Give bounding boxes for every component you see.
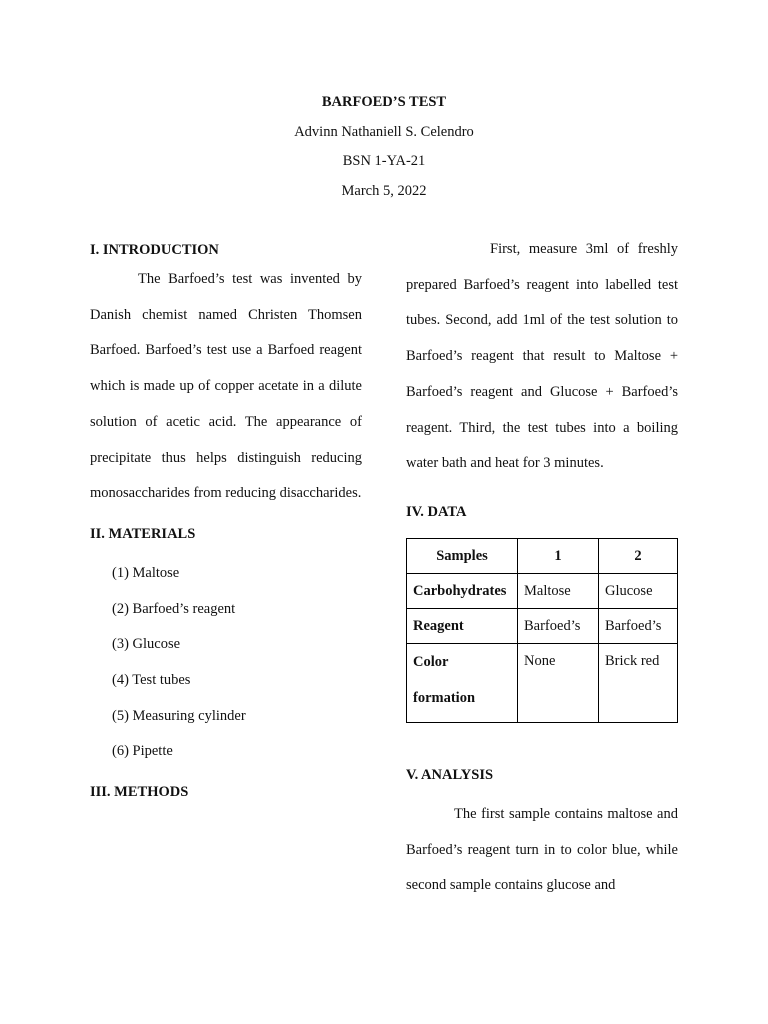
table-cell: Reagent — [407, 608, 518, 643]
table-cell: Barfoed’s — [599, 608, 678, 643]
list-item: (3) Glucose — [112, 636, 181, 653]
list-item: (4) Test tubes — [112, 672, 191, 689]
table-header-cell: 2 — [599, 538, 678, 573]
list-item: (1) Maltose — [112, 564, 180, 581]
left-column — [90, 238, 362, 804]
table-cell: Brick red — [599, 643, 678, 722]
methods-heading: III. METHODS — [90, 784, 189, 801]
materials-list — [90, 556, 362, 770]
results-table — [406, 538, 678, 723]
analysis-text: The first sample contains maltose and Barfoed’s reagent turn in to color blue, while second sample contains glucose and — [406, 805, 678, 894]
table-header-cell: Samples — [407, 538, 518, 573]
list-item: (5) Measuring cylinder — [112, 707, 246, 724]
document-title: BARFOED’S TEST — [321, 94, 447, 110]
document-header — [0, 91, 768, 209]
introduction-heading: I. INTRODUCTION — [90, 242, 219, 258]
data-heading: IV. DATA — [406, 503, 467, 520]
table-header-cell: 1 — [518, 538, 599, 573]
list-item: (2) Barfoed’s reagent — [112, 600, 236, 617]
table-row — [407, 573, 678, 608]
right-column — [406, 238, 678, 904]
table-cell: Carbohydrates — [407, 573, 518, 608]
author-name: Advinn Nathaniell S. Celendro — [294, 123, 474, 140]
analysis-heading: V. ANALYSIS — [406, 766, 494, 783]
table-cell: Maltose — [518, 573, 599, 608]
table-header-row — [407, 538, 678, 573]
list-item: (6) Pipette — [112, 743, 173, 760]
table-cell: Color formation — [407, 643, 518, 722]
course-section: BSN 1-YA-21 — [342, 153, 426, 169]
table-row — [407, 608, 678, 643]
table-cell: Glucose — [599, 573, 678, 608]
methods-text: First, measure 3ml of freshly prepared Barfoed’s reagent into labelled test tubes. Second, add 1ml of the test solution to Barfoed’s reagent that result to Maltose + Barfoed’s reagent and Glucose + Barfoed’s reagent. Third, the test tubes into a boiling water bath and heat for 3 minutes. — [406, 241, 678, 472]
table-cell: Barfoed’s — [518, 608, 599, 643]
introduction-text: The Barfoed’s test was invented by Danish chemist named Christen Thomsen Barfoed. Barfoed’s test use a Barfoed reagent which is made up of copper acetate in a dilute solution of acetic acid. The appearance of precipitate thus helps distinguish reducing monosaccharides from reducing disaccharides. — [90, 271, 362, 502]
table-cell: None — [518, 643, 599, 722]
materials-heading: II. MATERIALS — [90, 525, 196, 542]
table-row — [407, 643, 678, 722]
document-date: March 5, 2022 — [341, 182, 427, 199]
